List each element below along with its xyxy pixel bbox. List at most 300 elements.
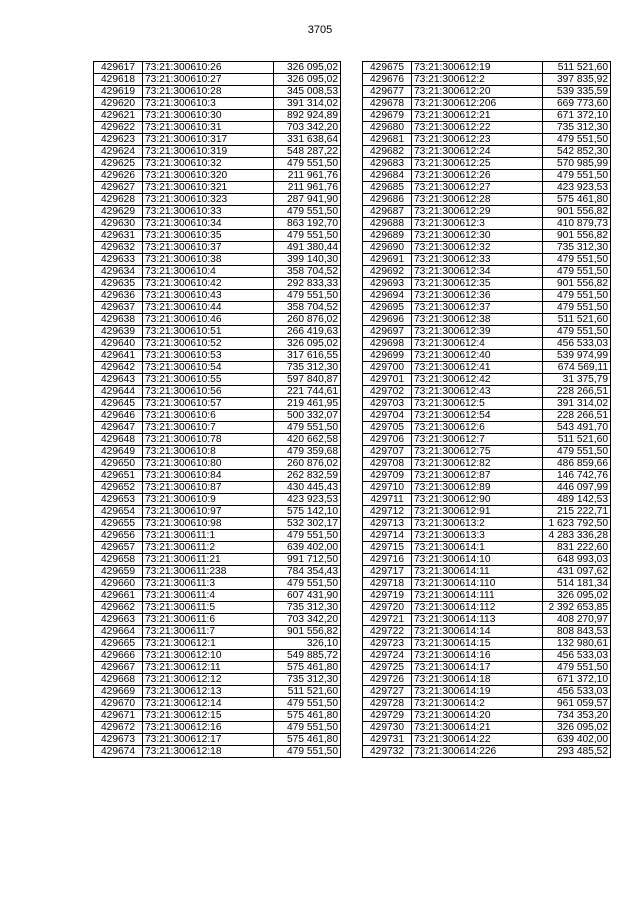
row-number-cell: 429668 <box>94 674 143 686</box>
cadastral-number-cell: 73:21:300611:2 <box>143 542 274 554</box>
table-row <box>363 590 611 602</box>
value-cell: 456 533,03 <box>543 686 611 698</box>
row-number-cell: 429687 <box>363 206 412 218</box>
value-cell: 532 302,17 <box>274 518 341 530</box>
cadastral-number-cell: 73:21:300614:20 <box>412 710 543 722</box>
value-cell: 863 192,70 <box>274 218 341 230</box>
cadastral-number-cell: 73:21:300612:18 <box>143 746 274 758</box>
value-cell: 901 556,82 <box>543 230 611 242</box>
row-number-cell: 429722 <box>363 626 412 638</box>
row-number-cell: 429677 <box>363 86 412 98</box>
value-cell: 892 924,89 <box>274 110 341 122</box>
cadastral-number-cell: 73:21:300610:3 <box>143 98 274 110</box>
cadastral-number-cell: 73:21:300611:5 <box>143 602 274 614</box>
table-row <box>94 674 341 686</box>
value-cell: 219 461,95 <box>274 398 341 410</box>
cadastral-number-cell: 73:21:300612:24 <box>412 146 543 158</box>
table-row <box>94 458 341 470</box>
cadastral-number-cell: 73:21:300612:39 <box>412 326 543 338</box>
row-number-cell: 429622 <box>94 122 143 134</box>
cadastral-number-cell: 73:21:300612:25 <box>412 158 543 170</box>
table-row <box>94 518 341 530</box>
table-row <box>363 386 611 398</box>
value-cell: 326 095,02 <box>543 590 611 602</box>
cadastral-number-cell: 73:21:300613:3 <box>412 530 543 542</box>
table-row <box>94 470 341 482</box>
cadastral-number-cell: 73:21:300614:16 <box>412 650 543 662</box>
value-cell: 735 312,30 <box>274 362 341 374</box>
row-number-cell: 429717 <box>363 566 412 578</box>
cadastral-number-cell: 73:21:300612:3 <box>412 218 543 230</box>
cadastral-number-cell: 73:21:300612:35 <box>412 278 543 290</box>
cadastral-number-cell: 73:21:300610:42 <box>143 278 274 290</box>
value-cell: 489 142,53 <box>543 494 611 506</box>
row-number-cell: 429702 <box>363 386 412 398</box>
row-number-cell: 429642 <box>94 362 143 374</box>
table-row <box>363 566 611 578</box>
table-row <box>94 206 341 218</box>
row-number-cell: 429627 <box>94 182 143 194</box>
cadastral-number-cell: 73:21:300610:33 <box>143 206 274 218</box>
row-number-cell: 429655 <box>94 518 143 530</box>
value-cell: 597 840,87 <box>274 374 341 386</box>
cadastral-number-cell: 73:21:300612:27 <box>412 182 543 194</box>
row-number-cell: 429653 <box>94 494 143 506</box>
cadastral-number-cell: 73:21:300610:6 <box>143 410 274 422</box>
row-number-cell: 429730 <box>363 722 412 734</box>
value-cell: 669 773,60 <box>543 98 611 110</box>
cadastral-number-cell: 73:21:300610:84 <box>143 470 274 482</box>
row-number-cell: 429648 <box>94 434 143 446</box>
cadastral-number-cell: 73:21:300612:91 <box>412 506 543 518</box>
row-number-cell: 429624 <box>94 146 143 158</box>
table-row <box>363 734 611 746</box>
table-row <box>363 98 611 110</box>
table-row <box>363 326 611 338</box>
value-cell: 479 551,50 <box>543 446 611 458</box>
cadastral-number-cell: 73:21:300612:4 <box>412 338 543 350</box>
table-row <box>94 482 341 494</box>
row-number-cell: 429695 <box>363 302 412 314</box>
row-number-cell: 429638 <box>94 314 143 326</box>
value-cell: 211 961,76 <box>274 170 341 182</box>
cadastral-number-cell: 73:21:300610:46 <box>143 314 274 326</box>
cadastral-number-cell: 73:21:300614:10 <box>412 554 543 566</box>
row-number-cell: 429662 <box>94 602 143 614</box>
row-number-cell: 429656 <box>94 530 143 542</box>
table-row <box>363 254 611 266</box>
table-row <box>94 638 341 650</box>
row-number-cell: 429685 <box>363 182 412 194</box>
cadastral-number-cell: 73:21:300610:7 <box>143 422 274 434</box>
cadastral-number-cell: 73:21:300612:82 <box>412 458 543 470</box>
value-cell: 479 551,50 <box>543 170 611 182</box>
row-number-cell: 429710 <box>363 482 412 494</box>
value-cell: 639 402,00 <box>543 734 611 746</box>
row-number-cell: 429707 <box>363 446 412 458</box>
value-cell: 479 551,50 <box>543 266 611 278</box>
table-row <box>363 482 611 494</box>
cadastral-number-cell: 73:21:300612:75 <box>412 446 543 458</box>
table-row <box>94 650 341 662</box>
row-number-cell: 429719 <box>363 590 412 602</box>
cadastral-number-cell: 73:21:300612:14 <box>143 698 274 710</box>
cadastral-number-cell: 73:21:300612:5 <box>412 398 543 410</box>
value-cell: 575 461,80 <box>274 662 341 674</box>
value-cell: 4 283 336,28 <box>543 530 611 542</box>
value-cell: 511 521,60 <box>543 62 611 74</box>
cadastral-number-cell: 73:21:300612:20 <box>412 86 543 98</box>
row-number-cell: 429651 <box>94 470 143 482</box>
cadastral-number-cell: 73:21:300610:4 <box>143 266 274 278</box>
row-number-cell: 429658 <box>94 554 143 566</box>
value-cell: 292 833,33 <box>274 278 341 290</box>
table-row <box>94 134 341 146</box>
value-cell: 420 662,58 <box>274 434 341 446</box>
cadastral-number-cell: 73:21:300614:15 <box>412 638 543 650</box>
value-cell: 674 569,11 <box>543 362 611 374</box>
table-row <box>94 530 341 542</box>
table-row <box>363 218 611 230</box>
row-number-cell: 429723 <box>363 638 412 650</box>
cadastral-number-cell: 73:21:300612:42 <box>412 374 543 386</box>
cadastral-number-cell: 73:21:300614:113 <box>412 614 543 626</box>
table-row <box>94 710 341 722</box>
cadastral-number-cell: 73:21:300612:41 <box>412 362 543 374</box>
value-cell: 479 551,50 <box>274 698 341 710</box>
row-number-cell: 429686 <box>363 194 412 206</box>
row-number-cell: 429643 <box>94 374 143 386</box>
cadastral-number-cell: 73:21:300610:87 <box>143 482 274 494</box>
table-row <box>363 494 611 506</box>
row-number-cell: 429663 <box>94 614 143 626</box>
table-row <box>94 254 341 266</box>
cadastral-number-cell: 73:21:300611:3 <box>143 578 274 590</box>
value-cell: 831 222,60 <box>543 542 611 554</box>
cadastral-number-cell: 73:21:300610:34 <box>143 218 274 230</box>
row-number-cell: 429721 <box>363 614 412 626</box>
row-number-cell: 429724 <box>363 650 412 662</box>
row-number-cell: 429652 <box>94 482 143 494</box>
value-cell: 784 354,43 <box>274 566 341 578</box>
table-row <box>363 746 611 758</box>
row-number-cell: 429621 <box>94 110 143 122</box>
cadastral-number-cell: 73:21:300612:7 <box>412 434 543 446</box>
value-cell: 479 551,50 <box>274 746 341 758</box>
table-row <box>94 386 341 398</box>
table-row <box>94 578 341 590</box>
table-row <box>363 350 611 362</box>
row-number-cell: 429678 <box>363 98 412 110</box>
table-row <box>363 518 611 530</box>
value-cell: 293 485,52 <box>543 746 611 758</box>
row-number-cell: 429699 <box>363 350 412 362</box>
cadastral-number-cell: 73:21:300614:22 <box>412 734 543 746</box>
row-number-cell: 429688 <box>363 218 412 230</box>
table-row <box>94 170 341 182</box>
row-number-cell: 429726 <box>363 674 412 686</box>
cadastral-number-cell: 73:21:300610:35 <box>143 230 274 242</box>
table-row <box>363 230 611 242</box>
value-cell: 607 431,90 <box>274 590 341 602</box>
row-number-cell: 429626 <box>94 170 143 182</box>
row-number-cell: 429636 <box>94 290 143 302</box>
value-cell: 326 095,02 <box>543 722 611 734</box>
cadastral-number-cell: 73:21:300612:89 <box>412 482 543 494</box>
row-number-cell: 429711 <box>363 494 412 506</box>
table-row <box>94 62 341 74</box>
table-row <box>94 662 341 674</box>
table-row <box>94 146 341 158</box>
value-cell: 648 993,03 <box>543 554 611 566</box>
table-row <box>363 602 611 614</box>
row-number-cell: 429670 <box>94 698 143 710</box>
table-row <box>94 686 341 698</box>
value-cell: 31 375,79 <box>543 374 611 386</box>
table-row <box>94 494 341 506</box>
value-cell: 331 638,64 <box>274 134 341 146</box>
value-cell: 479 551,50 <box>543 254 611 266</box>
table-row <box>94 590 341 602</box>
table-row <box>363 74 611 86</box>
table-row <box>94 602 341 614</box>
table-row <box>94 362 341 374</box>
row-number-cell: 429712 <box>363 506 412 518</box>
table-row <box>363 302 611 314</box>
row-number-cell: 429725 <box>363 662 412 674</box>
cadastral-number-cell: 73:21:300614:21 <box>412 722 543 734</box>
cadastral-number-cell: 73:21:300612:23 <box>412 134 543 146</box>
cadastral-number-cell: 73:21:300610:321 <box>143 182 274 194</box>
value-cell: 146 742,76 <box>543 470 611 482</box>
table-row <box>94 158 341 170</box>
cadastral-number-cell: 73:21:300614:11 <box>412 566 543 578</box>
row-number-cell: 429674 <box>94 746 143 758</box>
table-row <box>363 122 611 134</box>
row-number-cell: 429639 <box>94 326 143 338</box>
table-row <box>363 506 611 518</box>
value-cell: 479 551,50 <box>274 422 341 434</box>
row-number-cell: 429661 <box>94 590 143 602</box>
value-cell: 326 095,02 <box>274 338 341 350</box>
value-cell: 326,10 <box>274 638 341 650</box>
row-number-cell: 429631 <box>94 230 143 242</box>
value-cell: 479 551,50 <box>274 206 341 218</box>
value-cell: 215 222,71 <box>543 506 611 518</box>
row-number-cell: 429669 <box>94 686 143 698</box>
row-number-cell: 429675 <box>363 62 412 74</box>
value-cell: 514 181,34 <box>543 578 611 590</box>
row-number-cell: 429644 <box>94 386 143 398</box>
row-number-cell: 429682 <box>363 146 412 158</box>
cadastral-number-cell: 73:21:300614:111 <box>412 590 543 602</box>
row-number-cell: 429709 <box>363 470 412 482</box>
row-number-cell: 429633 <box>94 254 143 266</box>
table-row <box>363 206 611 218</box>
row-number-cell: 429679 <box>363 110 412 122</box>
cadastral-number-cell: 73:21:300614:18 <box>412 674 543 686</box>
row-number-cell: 429645 <box>94 398 143 410</box>
cadastral-number-cell: 73:21:300612:17 <box>143 734 274 746</box>
cadastral-number-cell: 73:21:300614:110 <box>412 578 543 590</box>
row-number-cell: 429664 <box>94 626 143 638</box>
row-number-cell: 429727 <box>363 686 412 698</box>
cadastral-number-cell: 73:21:300611:1 <box>143 530 274 542</box>
value-cell: 479 551,50 <box>543 302 611 314</box>
value-cell: 486 859,66 <box>543 458 611 470</box>
cadastral-number-cell: 73:21:300610:38 <box>143 254 274 266</box>
value-cell: 491 380,44 <box>274 242 341 254</box>
cadastral-number-cell: 73:21:300612:1 <box>143 638 274 650</box>
cadastral-number-cell: 73:21:300610:51 <box>143 326 274 338</box>
value-cell: 901 556,82 <box>543 278 611 290</box>
table-row <box>94 746 341 758</box>
cadastral-number-cell: 73:21:300612:10 <box>143 650 274 662</box>
page-number: 3705 <box>307 24 333 36</box>
table-row <box>363 182 611 194</box>
table-row <box>94 314 341 326</box>
value-cell: 228 266,51 <box>543 410 611 422</box>
value-cell: 326 095,02 <box>274 62 341 74</box>
table-row <box>94 350 341 362</box>
row-number-cell: 429630 <box>94 218 143 230</box>
table-row <box>94 734 341 746</box>
cadastral-number-cell: 73:21:300611:238 <box>143 566 274 578</box>
value-cell: 479 551,50 <box>543 290 611 302</box>
row-number-cell: 429703 <box>363 398 412 410</box>
row-number-cell: 429689 <box>363 230 412 242</box>
value-cell: 479 551,50 <box>274 722 341 734</box>
cadastral-number-cell: 73:21:300610:27 <box>143 74 274 86</box>
cadastral-number-cell: 73:21:300610:80 <box>143 458 274 470</box>
row-number-cell: 429637 <box>94 302 143 314</box>
value-cell: 446 097,99 <box>543 482 611 494</box>
row-number-cell: 429708 <box>363 458 412 470</box>
value-cell: 991 712,50 <box>274 554 341 566</box>
table-row <box>363 314 611 326</box>
value-cell: 260 876,02 <box>274 314 341 326</box>
table-row <box>363 134 611 146</box>
cadastral-number-cell: 73:21:300612:21 <box>412 110 543 122</box>
table-row <box>363 374 611 386</box>
value-cell: 430 445,43 <box>274 482 341 494</box>
cadastral-number-cell: 73:21:300610:320 <box>143 170 274 182</box>
value-cell: 639 402,00 <box>274 542 341 554</box>
row-number-cell: 429690 <box>363 242 412 254</box>
value-cell: 479 551,50 <box>543 662 611 674</box>
table-row <box>363 422 611 434</box>
row-number-cell: 429673 <box>94 734 143 746</box>
value-cell: 735 312,30 <box>274 674 341 686</box>
value-cell: 132 980,61 <box>543 638 611 650</box>
row-number-cell: 429714 <box>363 530 412 542</box>
value-cell: 479 551,50 <box>274 158 341 170</box>
row-number-cell: 429646 <box>94 410 143 422</box>
table-row <box>94 398 341 410</box>
value-cell: 221 744,61 <box>274 386 341 398</box>
cadastral-number-cell: 73:21:300610:55 <box>143 374 274 386</box>
row-number-cell: 429667 <box>94 662 143 674</box>
row-number-cell: 429693 <box>363 278 412 290</box>
right-table <box>362 61 611 758</box>
left-table-body <box>94 62 341 758</box>
table-row <box>94 698 341 710</box>
cadastral-number-cell: 73:21:300610:26 <box>143 62 274 74</box>
table-row <box>363 266 611 278</box>
table-row <box>363 110 611 122</box>
table-row <box>94 290 341 302</box>
row-number-cell: 429671 <box>94 710 143 722</box>
value-cell: 266 419,63 <box>274 326 341 338</box>
value-cell: 548 287,22 <box>274 146 341 158</box>
row-number-cell: 429676 <box>363 74 412 86</box>
row-number-cell: 429619 <box>94 86 143 98</box>
value-cell: 358 704,52 <box>274 266 341 278</box>
table-row <box>363 650 611 662</box>
table-row <box>363 146 611 158</box>
table-row <box>363 638 611 650</box>
value-cell: 326 095,02 <box>274 74 341 86</box>
table-row <box>363 362 611 374</box>
table-row <box>363 338 611 350</box>
table-row <box>94 278 341 290</box>
row-number-cell: 429647 <box>94 422 143 434</box>
value-cell: 961 059,57 <box>543 698 611 710</box>
cadastral-number-cell: 73:21:300610:44 <box>143 302 274 314</box>
row-number-cell: 429704 <box>363 410 412 422</box>
value-cell: 410 879,73 <box>543 218 611 230</box>
table-row <box>94 374 341 386</box>
row-number-cell: 429657 <box>94 542 143 554</box>
row-number-cell: 429623 <box>94 134 143 146</box>
value-cell: 575 142,10 <box>274 506 341 518</box>
row-number-cell: 429672 <box>94 722 143 734</box>
value-cell: 260 876,02 <box>274 458 341 470</box>
row-number-cell: 429659 <box>94 566 143 578</box>
table-row <box>94 626 341 638</box>
cadastral-number-cell: 73:21:300614:112 <box>412 602 543 614</box>
value-cell: 808 843,53 <box>543 626 611 638</box>
row-number-cell: 429680 <box>363 122 412 134</box>
row-number-cell: 429700 <box>363 362 412 374</box>
table-row <box>94 266 341 278</box>
table-row <box>94 506 341 518</box>
table-row <box>94 338 341 350</box>
cadastral-number-cell: 73:21:300612:13 <box>143 686 274 698</box>
table-row <box>363 62 611 74</box>
value-cell: 901 556,82 <box>274 626 341 638</box>
row-number-cell: 429665 <box>94 638 143 650</box>
row-number-cell: 429617 <box>94 62 143 74</box>
row-number-cell: 429684 <box>363 170 412 182</box>
row-number-cell: 429705 <box>363 422 412 434</box>
table-row <box>363 278 611 290</box>
cadastral-number-cell: 73:21:300612:19 <box>412 62 543 74</box>
value-cell: 570 985,99 <box>543 158 611 170</box>
table-row <box>94 410 341 422</box>
value-cell: 511 521,60 <box>543 314 611 326</box>
table-row <box>363 614 611 626</box>
value-cell: 287 941,90 <box>274 194 341 206</box>
table-row <box>94 446 341 458</box>
cadastral-number-cell: 73:21:300612:12 <box>143 674 274 686</box>
cadastral-number-cell: 73:21:300612:37 <box>412 302 543 314</box>
value-cell: 431 097,62 <box>543 566 611 578</box>
cadastral-number-cell: 73:21:300612:38 <box>412 314 543 326</box>
table-row <box>363 410 611 422</box>
table-row <box>94 722 341 734</box>
table-row <box>363 722 611 734</box>
